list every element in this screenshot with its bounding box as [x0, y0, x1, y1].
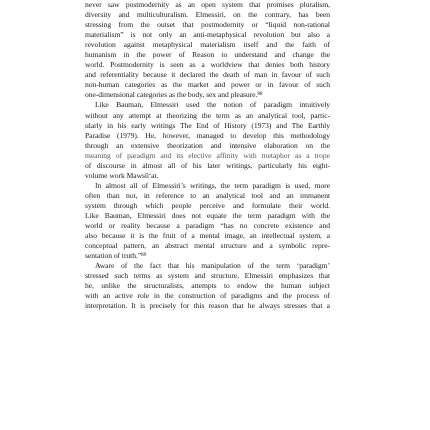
text-line: meaning of paradigm and its elective affinity with metaphor as a trope — [85, 150, 330, 160]
text-line: often than not, in reference to an analytical tool and an immanent — [85, 190, 330, 200]
text-line: stressed such terms as system and structure, Elmessiri emphasizes that — [85, 271, 330, 281]
text-line: revolution against metaphysical materialism itself and the faith of — [85, 40, 330, 50]
text-line: of discourse in almost all of his later writings, particularly his eight- — [85, 160, 330, 170]
text-line: one-dimensional categories as the body, sex and pleasure.⁸⁸ — [85, 90, 263, 100]
text-line: materialism” is not only an anti-metaphysical revolution but also a — [85, 30, 330, 40]
text-line: diversity and multiculturalism. Elmessiri, on the contrary, has been — [85, 10, 330, 20]
text-line: Like Bauman, Elmessiri does not equate the term paradigm with the — [85, 210, 330, 220]
text-line: he, unlike the structuralists, attempts to endow the human subject — [85, 281, 330, 291]
text-line: without any attempt at theorizing the term as an analytical tool, partic- — [85, 110, 330, 120]
text-line: non-human categories as the market and power or in favour of such — [85, 80, 330, 90]
text-line: Aware of the fact that his manipulation of the term ‘paradigm’ — [95, 261, 330, 271]
text-line: world. Postmodernity is seen as a worldview that denies both history — [85, 60, 330, 70]
text-line: sentation of truth.”⁸⁹ — [85, 251, 147, 261]
text-line: conceptual pattern, an abstract mental structure and a symbolic repre- — [85, 241, 330, 251]
text-line: system through which people perceive and formulate their world. — [85, 200, 330, 210]
text-line: In almost all of Elmessiri’s writings, the term paradigm is used, more — [95, 180, 330, 190]
text-line: interpretation. It is precisely for this reason that he always stresses that a — [85, 301, 330, 311]
text-line: with an active role in the construction of paradigms and the process of — [85, 291, 330, 301]
text-line: Like Bauman, Elmessiri used the notion of paradigm intuitively — [95, 100, 330, 110]
text-line: world or reality because a paradigm “has no concrete existence and — [85, 221, 330, 231]
text-line: volume work Mawsū‘at. — [85, 170, 159, 180]
text-line: ularly in his early writings The End of History (1973) and The Earthly — [85, 120, 330, 130]
document-page — [85, 0, 330, 311]
text-line: never saw postmodernity as an open system that promises pluralism, — [85, 0, 330, 9]
text-line: through an extensive theorization and intensive elaboration on the — [85, 140, 330, 150]
text-line: and referentiality because it declared the death of man in favour of such — [85, 70, 330, 80]
text-line: humanism in the power of Reason to understand and change the — [85, 50, 330, 60]
text-line: stressing from the outset that postmodernity or “liquid non-rational — [85, 20, 330, 30]
text-line: also because it is the fruit of a mental image, an intellectual system, a — [85, 231, 330, 241]
text-line: Paradise (1979). He, however, managed to develop this methodology — [85, 130, 330, 140]
